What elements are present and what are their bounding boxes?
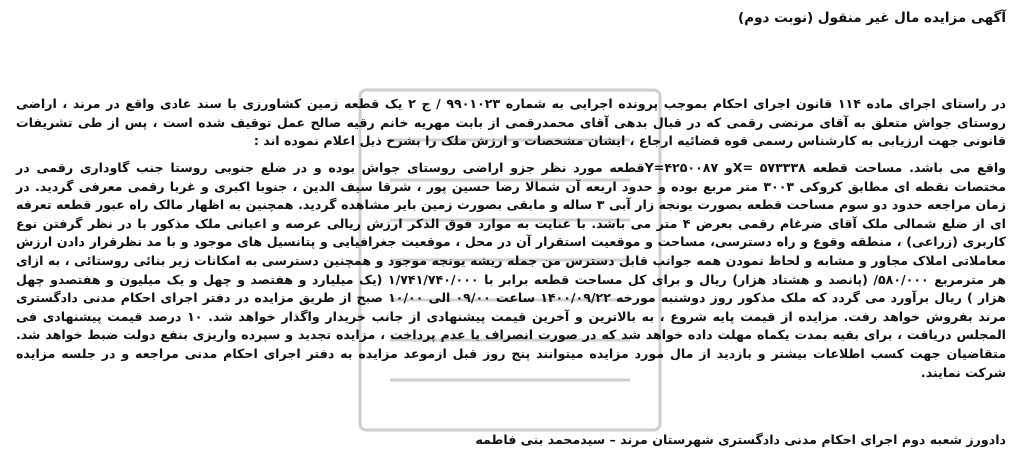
notice-title: آگهی مزایده مال غیر منقول (نوبت دوم): [738, 10, 1006, 26]
notice-signature: دادورز شعبه دوم اجرای احکام مدنی دادگستری شهرستان مرند – سیدمحمد بنی فاطمه: [475, 432, 1006, 447]
notice-paragraph-details: واقع می باشد. مساحت قطعه ۵۷۳۳۳۸ =Xو ۴۲۵۰۰۸۷=Yقطعه مورد نظر جزو اراضی روستای جواش بوده و در ضلع جنوبی روستا جنب گاوداری رقمی در مختصات نقطه ای مطابق کروکی ۳۰۰۳ متر مربع بوده و حدود اربعه آن شمالا رضا حسین پور ، شرقا سیف الدین ، جنوبا اکبری و غربا رقمی معرفی گردید. در زمان مراجعه حدود دو سوم مساحت قطعه بصورت یونجه زار آبی ۳ ساله و مابقی بصورت زمین بایر مشاهده گردید. همچنین به اظهار مالک راه عبور قطعه تعرفه ای از ضلع شمالی ملک آقای ضرغام رقمی بعرض ۴ متر می باشد. با عنایت به موارد فوق الذکر ارزش ریالی عرصه و اعیانی ملک مذکور با در نظر گرفتن نوع کاربری (زراعی) ، منطقه وقوع و راه دسترسی، مساحت و موقعیت استقرار آن در محل ، موقعیت جغرافیایی و پتانسیل های موجود و با مد نظرقرار دادن ارزش معاملاتی املاک مجاور و مشابه و لحاظ نمودن همه جوانب قابل دسترس من جمله ریشه یونجه موجود و همچنین دسترسی به امکانات زیر بنائی روستائی ، به ازای هر مترمربع ۵۸۰/۰۰۰/ (پانصد و هشتاد هزار) ریال و برای کل مساحت قطعه برابر با ۱/۷۴۱/۷۴۰/۰۰۰ (یک میلیارد و هفتصد و چهل و یک میلیون و هفتصدو چهل هزار ) ریال برآورد می گردد که ملک مذکور روز دوشنبه مورخه ۱۴۰۰/۰۹/۲۲ ساعت ۰۹/۰۰ الی ۱۰/۰۰ صبح از طریق مزایده در دفتر اجرای احکام مدنی دادگستری مرند بفروش خواهد رفت. مزایده از قیمت پایه شروع ، به بالاترین و آخرین قیمت پیشنهادی از جانب خریدار واگذار خواهد شد. ۱۰ درصد قیمت پیشنهادی فی المجلس دریافت ، برای بقیه بمدت یکماه مهلت داده خواهد شد که در صورت انصراف یا عدم پرداخت ، مزایده تجدید و سپرده واریزی بنفع دولت ضبط خواهد شد. متقاضیان جهت کسب اطلاعات بیشتر و بازدید از مال مورد مزایده میتوانند پنج روز قبل ازموعد مزایده به دفتر اجرای احکام مدنی مراجعه و در جلسه مزایده شرکت نمایند.: [16, 160, 1007, 380]
notice-paragraph-intro: در راستای اجرای ماده ۱۱۴ قانون اجرای احکام بموجب پرونده اجرایی به شماره ۹۹۰۱۰۲۳ / ج ۲ یک قطعه زمین کشاورزی با سند عادی واقع در مرند ، اراضی روستای جواش متعلق به آقای مرتضی رقمی که در قبال بدهی آقای محمدرقمی از بابت مهریه خانم رقیه صالح عمل توقیف شده است ، پس از طی تشریفات قانونی جهت ارزیابی به کارشناس رسمی قوه قضائیه ارجاع ، ایشان مشخصات و ارزش ملک را بشرح ذیل اعلام نموده اند :: [16, 96, 1006, 149]
